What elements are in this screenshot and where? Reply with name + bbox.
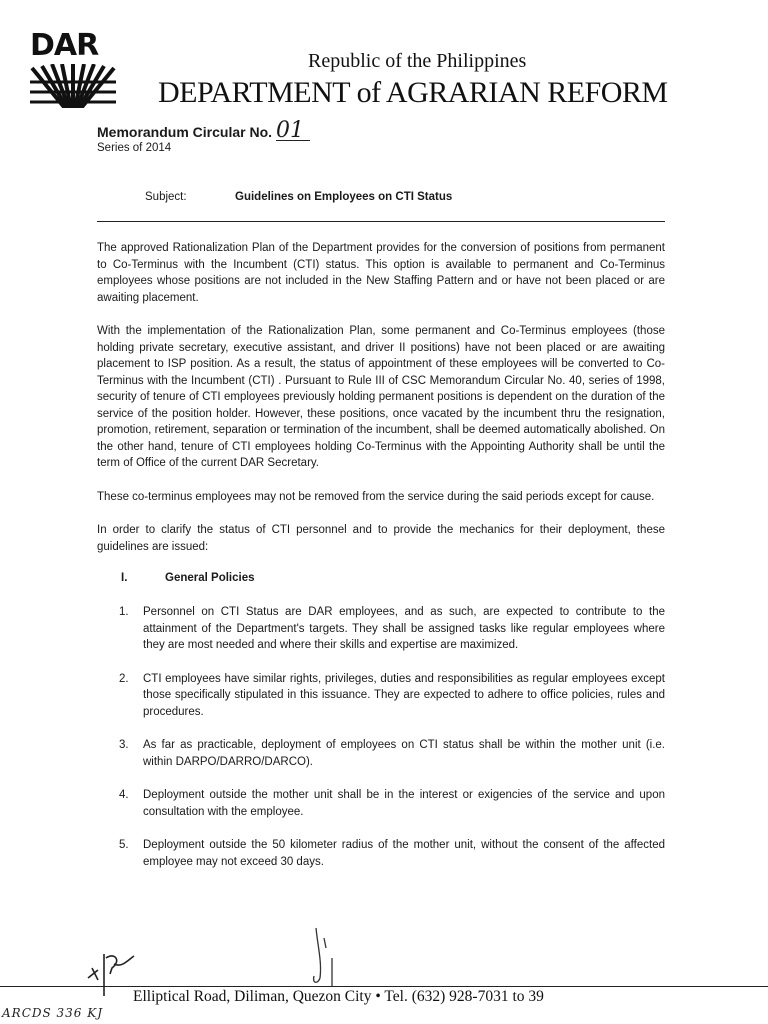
item-number: 1.	[119, 606, 129, 618]
sunburst-logo-icon	[30, 64, 116, 118]
signature-mark-icon	[302, 918, 342, 988]
item-number: 5.	[119, 839, 129, 851]
paragraph-1: The approved Rationalization Plan of the Department provides for the conversion of positions from permanent to Co-Terminus with the Incumbent (CTI) status. This option is available to permanent and Co-Terminus employees whose positions are not included in the New Staffing Pattern and or have not been placed or are awaiting placement.	[97, 242, 665, 304]
item-number: 3.	[119, 739, 129, 751]
memo-body	[97, 240, 665, 887]
memo-label: Memorandum Circular No.	[97, 124, 273, 140]
item-text: As far as practicable, deployment of employees on CTI status shall be within the mother unit (i.e. within DARPO/DARRO/DARCO).	[143, 739, 665, 768]
list-item	[97, 837, 665, 870]
logo-text: DAR	[30, 28, 99, 63]
republic-heading: Republic of the Philippines	[308, 50, 527, 72]
policy-list	[97, 604, 665, 870]
list-item	[97, 737, 665, 770]
header-divider	[97, 221, 665, 222]
item-text: Personnel on CTI Status are DAR employees, and as such, are expected to contribute to the attainment of the Department's targets. They shall be assigned tasks like regular employees where they are most needed and where their skills and expertise are maximized.	[143, 606, 665, 651]
section-title: General Policies	[165, 572, 255, 584]
department-heading: DEPARTMENT of AGRARIAN REFORM	[158, 76, 668, 109]
list-item	[97, 671, 665, 721]
section-heading	[97, 570, 665, 586]
footer-address: Elliptical Road, Diliman, Quezon City • Tel. (632) 928-7031 to 39	[133, 988, 544, 1005]
list-item	[97, 604, 665, 654]
footer-divider	[0, 986, 768, 987]
section-numeral: I.	[121, 572, 128, 584]
memo-circular-label	[97, 118, 310, 143]
item-text: CTI employees have similar rights, privileges, duties and responsibilities as regular employees except those specifically stipulated in this issuance. They are expected to adhere to office policies, rules and procedures.	[143, 672, 665, 718]
subject-text: Guidelines on Employees on CTI Status	[235, 191, 453, 203]
paragraph-2: With the implementation of the Rationalization Plan, some permanent and Co-Terminus employees (those holding private secretary, executive assistant, and driver II positions) have not been placed or are awaiting placement to ISP position. As a result, the status of appointment of these employees will be converted to Co-Terminus with the Incumbent (CTI) . Pursuant to Rule III of CSC Memorandum Circular No. 40, series of 1998, security of tenure of CTI employees previously holding permanent positions is dependent on the duration of the service of the position holder. However, these positions, once vacated by the incumbent thru the resignation, promotion, retirement, separation or termination of the incumbent, shall be deemed automatically abolished. On the other hand, tenure of CTI employees holding Co-Terminus with the Appointing Authority shall be until the term of Office of the current DAR Secretary.	[97, 325, 665, 469]
paragraph-3: These co-terminus employees may not be removed from the service during the said periods except for cause.	[97, 490, 655, 503]
paragraph-4: In order to clarify the status of CTI personnel and to provide the mechanics for their deployment, these guidelines are issued:	[97, 524, 665, 553]
dar-logo	[30, 30, 116, 118]
item-number: 4.	[119, 789, 129, 801]
subject-label: Subject:	[145, 191, 187, 203]
memo-number: 01	[276, 122, 310, 141]
item-number: 2.	[119, 672, 129, 685]
item-text: Deployment outside the 50 kilometer radius of the mother unit, without the consent of the affected employee may not exceed 30 days.	[143, 839, 665, 868]
memo-series: Series of 2014	[97, 142, 172, 154]
list-item	[97, 787, 665, 820]
handwritten-note: ARCDS 336 KJ	[2, 1006, 104, 1020]
item-text: Deployment outside the mother unit shall be in the interest or exigencies of the service and upon consultation with the employee.	[143, 789, 665, 818]
